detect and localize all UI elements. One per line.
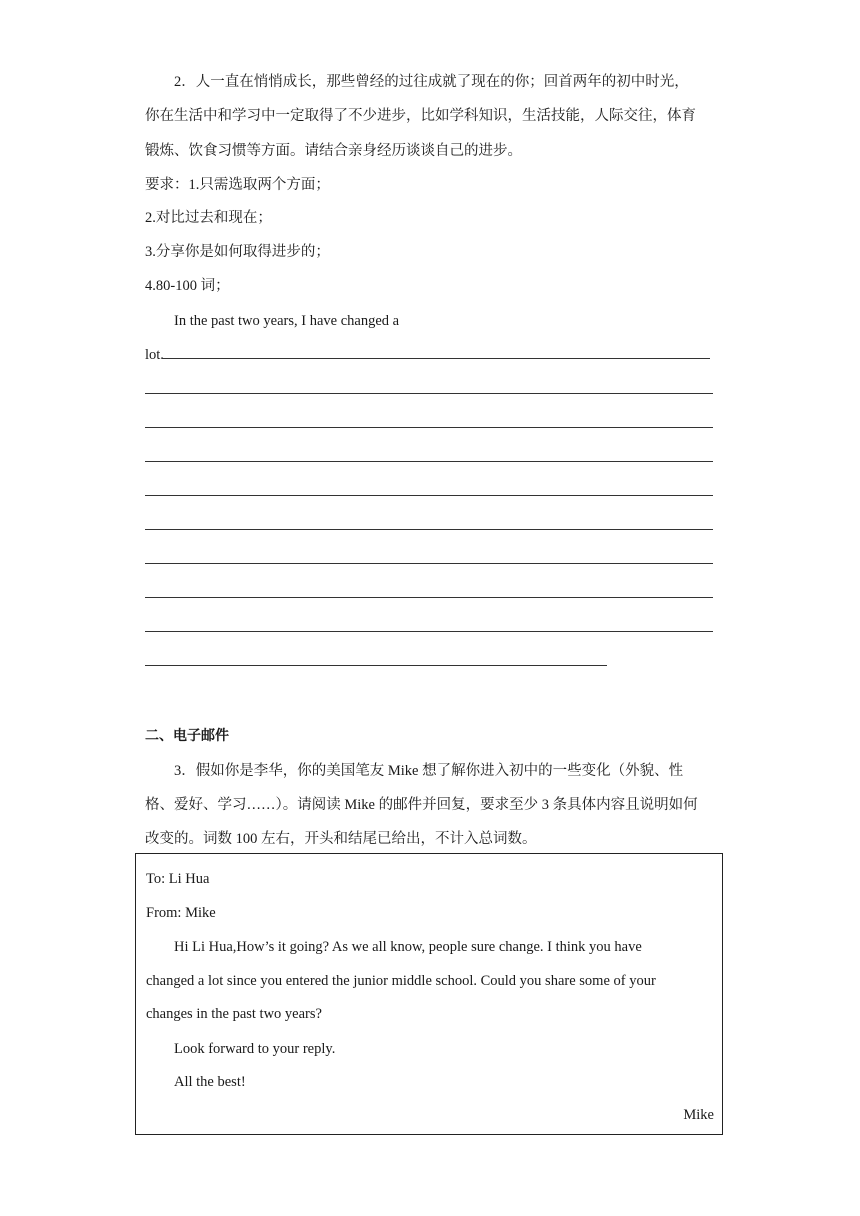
q2-starter-sentence-end: lot.: [145, 347, 164, 363]
q2-line-3: 锻炼、饮食习惯等方面。请结合亲身经历谈谈自己的进步。: [145, 143, 522, 159]
section-heading: 二、电子邮件: [145, 728, 229, 744]
q2-line-2: 你在生活中和学习中一定取得了不少进步，比如学科知识，生活技能，人际交往，体育: [145, 108, 696, 124]
email-box: [135, 853, 723, 1135]
q3-line-1: 3．假如你是李华，你的美国笔友 Mike 想了解你进入初中的一些变化（外貌、性: [174, 763, 684, 779]
q2-requirement-2: 2.对比过去和现在；: [145, 210, 272, 226]
q2-requirement-1: 要求：1.只需选取两个方面；: [145, 177, 330, 193]
email-body-line-1: Hi Li Hua,How’s it going? As we all know, people sure change. I think you have: [174, 939, 642, 955]
q2-line-1: 2．人一直在悄悄成长，那些曾经的过往成就了现在的你；回首两年的初中时光，: [174, 74, 689, 90]
writing-line[interactable]: [145, 665, 607, 666]
q2-requirement-3: 3.分享你是如何取得进步的；: [145, 244, 330, 260]
writing-line[interactable]: [145, 563, 713, 564]
writing-line[interactable]: [145, 597, 713, 598]
email-closing-2: All the best!: [174, 1074, 246, 1090]
q2-requirement-4: 4.80-100 词；: [145, 278, 230, 294]
writing-line[interactable]: [162, 358, 710, 359]
email-body-line-3: changes in the past two years?: [146, 1006, 322, 1022]
writing-line[interactable]: [145, 529, 713, 530]
writing-line[interactable]: [145, 495, 713, 496]
writing-line[interactable]: [145, 427, 713, 428]
writing-line[interactable]: [145, 461, 713, 462]
writing-line[interactable]: [145, 393, 713, 394]
email-closing-1: Look forward to your reply.: [174, 1041, 336, 1057]
writing-line[interactable]: [145, 631, 713, 632]
email-body-line-2: changed a lot since you entered the junior middle school. Could you share some of your: [146, 973, 656, 989]
email-to: To: Li Hua: [146, 871, 210, 887]
q2-starter-sentence: In the past two years, I have changed a: [174, 313, 400, 329]
email-from: From: Mike: [146, 905, 216, 921]
q3-line-2: 格、爱好、学习……）。请阅读 Mike 的邮件并回复，要求至少 3 条具体内容且说明如何: [145, 797, 698, 813]
q3-line-3: 改变的。词数 100 左右，开头和结尾已给出，不计入总词数。: [145, 831, 537, 847]
email-signature: Mike: [683, 1107, 714, 1123]
